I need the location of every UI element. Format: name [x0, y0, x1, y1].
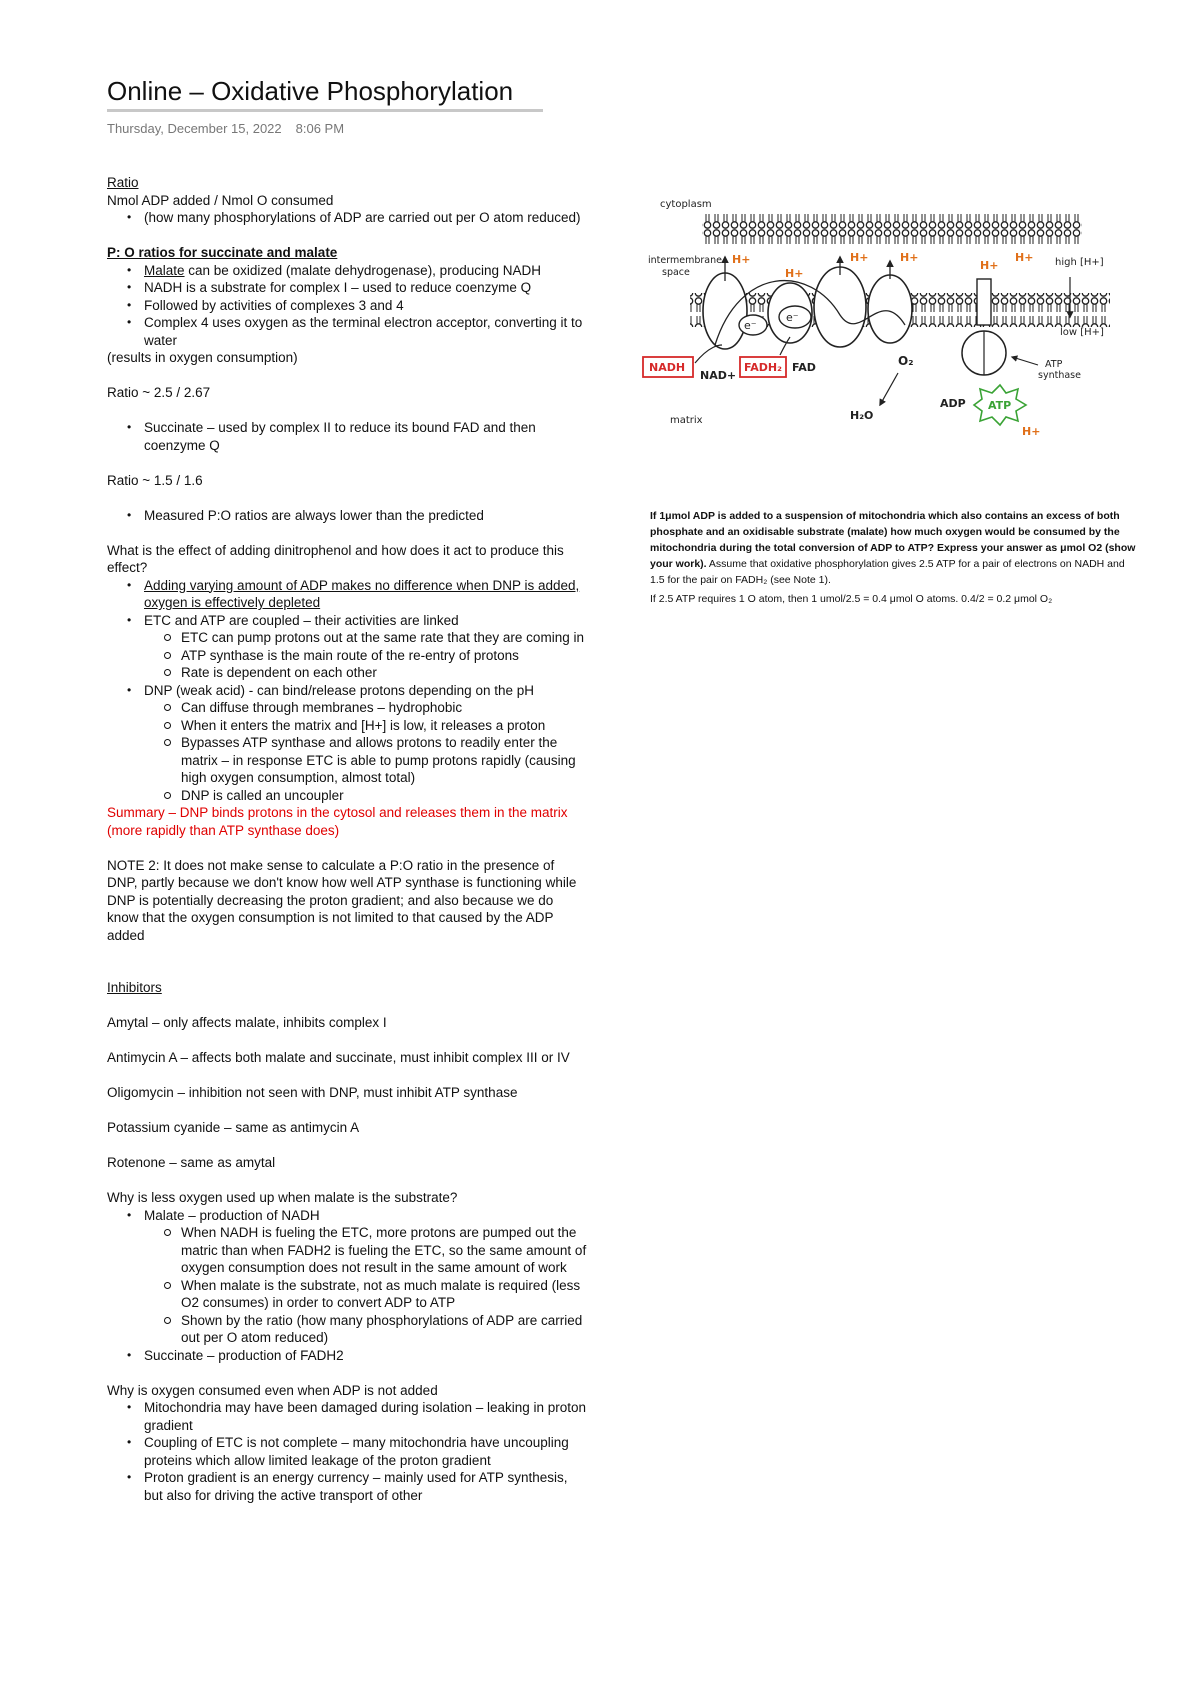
inhibitor-oligomycin: Oligomycin – inhibition not seen with DNP, must inhibit ATP synthase — [107, 1085, 518, 1100]
outer-membrane — [702, 210, 1082, 244]
high-h-label: high [H+] — [1055, 257, 1104, 268]
page-title: Online – Oxidative Phosphorylation — [107, 76, 543, 112]
h-plus-label-2: H+ — [785, 267, 804, 280]
ratio-definition: Nmol ADP added / Nmol O consumed — [107, 192, 334, 208]
list-item: • (how many phosphorylations of ADP are carried out per O atom reduced) — [107, 209, 587, 227]
malate-list — [107, 1207, 587, 1365]
inhibitor-rotenone: Rotenone – same as amytal — [107, 1155, 276, 1170]
dnp-question: What is the effect of adding dinitrophenol and how does it act to produce this effect? — [107, 542, 564, 575]
atp-label: ATP — [988, 399, 1012, 412]
sub-list — [144, 699, 587, 804]
sub-list — [144, 629, 587, 682]
list-item — [107, 682, 587, 805]
atp-synthase-label-1: ATP — [1045, 359, 1063, 370]
list-item: • Succinate – used by complex II to reduce its bound FAD and then coenzyme Q — [107, 419, 587, 454]
succinate-list — [107, 419, 587, 454]
ratio-succinate: Ratio ~ 1.5 / 1.6 — [107, 472, 203, 488]
list-item — [107, 262, 587, 280]
water-label: H₂O — [850, 409, 874, 422]
electron-label-2: e⁻ — [786, 311, 799, 324]
sub-list-item: Bypasses ATP synthase and allows protons to readily enter the matrix – in response ETC is able to pump protons rapidly (causing high oxygen consumption, almost total) — [144, 734, 587, 787]
time-text: 8:06 PM — [295, 121, 345, 136]
adp-label: ADP — [940, 397, 966, 410]
question-answer: If 2.5 ATP requires 1 O atom, then 1 umol/2.5 = 0.4 μmol O atoms. 0.4/2 = 0.2 μmol O₂ — [650, 593, 1053, 605]
list-item: • Measured P:O ratios are always lower than the predicted — [107, 507, 587, 525]
sub-list-item: ATP synthase is the main route of the re-entry of protons — [144, 647, 587, 665]
po-result: (results in oxygen consumption) — [107, 350, 298, 365]
list-item: • Succinate – production of FADH2 — [107, 1347, 587, 1365]
etc-diagram — [640, 195, 1140, 480]
inhibitor-amytal: Amytal – only affects malate, inhibits complex I — [107, 1015, 387, 1030]
no-adp-question: Why is oxygen consumed even when ADP is not added — [107, 1382, 438, 1398]
question-bold: If 1μmol ADP is added to a suspension of mitochondria which also contains an excess of both phosphate and an oxidisable substrate (malate) how much oxygen would be consumed by the mitochondria during the total conversion of ADP to ATP? Express your answer as μmol O2 (show your work). — [650, 510, 1136, 570]
sub-list-item: ETC can pump protons out at the same rate that they are coming in — [144, 629, 587, 647]
list-item-text: ETC and ATP are coupled – their activities are linked — [144, 612, 459, 628]
list-item-text: DNP (weak acid) - can bind/release protons depending on the pH — [144, 682, 534, 698]
h-plus-label-3: H+ — [850, 251, 869, 264]
nad-plus-label: NAD+ — [700, 369, 737, 382]
electron-label-1: e⁻ — [744, 319, 757, 332]
list-item: • NADH is a substrate for complex I – used to reduce coenzyme Q — [107, 279, 587, 297]
dnp-list — [107, 577, 587, 805]
matrix-label: matrix — [670, 415, 703, 426]
list-item: • Mitochondria may have been damaged during isolation – leaking in proton gradient — [107, 1399, 587, 1434]
question-text — [650, 508, 1140, 588]
inhibitors-heading: Inhibitors — [107, 980, 162, 995]
h-plus-label-7: H+ — [1022, 425, 1041, 438]
complex-iv — [868, 275, 912, 343]
po-list — [107, 262, 587, 350]
list-item: • Proton gradient is an energy currency – mainly used for ATP synthesis, but also for driving the active transport of other — [107, 1469, 587, 1504]
malate-question: Why is less oxygen used up when malate is the substrate? — [107, 1190, 458, 1205]
complex-iii — [814, 267, 866, 347]
list-item — [107, 1207, 587, 1347]
intermembrane-label-1: intermembrane — [648, 255, 722, 266]
h-plus-label-5: H+ — [980, 259, 999, 272]
complex-i — [703, 273, 747, 349]
list-item: • Coupling of ETC is not complete – many mitochondria have uncoupling proteins which allow limited leakage of the proton gradient — [107, 1434, 587, 1469]
no-adp-list — [107, 1399, 587, 1504]
sub-list-item: When NADH is fueling the ETC, more protons are pumped out the matric than when FADH2 is fueling the ETC, so the same amount of oxygen consumption does not result in the same amount of work — [144, 1224, 587, 1277]
sub-list-item: Rate is dependent on each other — [144, 664, 587, 682]
atp-synthase-stalk — [977, 279, 991, 325]
nadh-label: NADH — [649, 361, 686, 374]
low-h-label: low [H+] — [1060, 327, 1104, 338]
fadh2-label: FADH₂ — [744, 361, 782, 374]
sub-list-item: DNP is called an uncoupler — [144, 787, 587, 805]
ratio-malate: Ratio ~ 2.5 / 2.67 — [107, 385, 211, 400]
date-text: Thursday, December 15, 2022 — [107, 121, 282, 136]
inhibitor-cyanide: Potassium cyanide – same as antimycin A — [107, 1120, 360, 1135]
oxygen-label: O₂ — [898, 354, 914, 368]
sub-list-item: Can diffuse through membranes – hydrophobic — [144, 699, 587, 717]
fad-label: FAD — [792, 361, 816, 374]
measured-list — [107, 507, 587, 525]
malate-rest: can be oxidized (malate dehydrogenase), producing NADH — [184, 262, 541, 278]
malate-word: Malate — [144, 262, 185, 278]
question-normal: Assume that oxidative phosphorylation gives 2.5 ATP for a pair of electrons on NADH and 1.5 for the pair on FADH₂ (see Note 1). — [650, 558, 1125, 586]
list-item: • Followed by activities of complexes 3 and 4 — [107, 297, 587, 315]
list-item: • Complex 4 uses oxygen as the terminal electron acceptor, converting it to water — [107, 314, 587, 349]
atp-synthase-label-2: synthase — [1038, 370, 1081, 381]
cytoplasm-label: cytoplasm — [660, 199, 712, 210]
po-heading-text: P: O ratios for succinate and malate — [107, 245, 338, 260]
summary-text: Summary – DNP binds protons in the cytosol and releases them in the matrix (more rapidly than ATP synthase does) — [107, 805, 568, 838]
atp-synthase-pointer — [1012, 357, 1038, 365]
h-plus-label-6: H+ — [1015, 251, 1034, 264]
sub-list-item: When malate is the substrate, not as much malate is required (less O2 consumes) in order to convert ADP to ATP — [144, 1277, 587, 1312]
note-2: NOTE 2: It does not make sense to calculate a P:O ratio in the presence of DNP, partly because we don't know how well ATP synthase is functioning while DNP is potentially decreasing the proton gradient; and also because we do know that the oxygen consumption is not limited to that caused by the ADP added — [107, 857, 577, 943]
list-item: • Adding varying amount of ADP makes no difference when DNP is added, oxygen is effectively depleted — [107, 577, 587, 612]
page-date — [107, 121, 344, 136]
list-item — [107, 612, 587, 682]
po-heading — [107, 244, 587, 262]
practice-question — [650, 508, 1140, 610]
sub-list-item: Shown by the ratio (how many phosphorylations of ADP are carried out per O atom reduced) — [144, 1312, 587, 1347]
sub-list — [144, 1224, 587, 1347]
notes-column — [107, 174, 587, 1504]
ratio-list — [107, 209, 587, 227]
inhibitor-antimycin: Antimycin A – affects both malate and succinate, must inhibit complex III or IV — [107, 1050, 570, 1065]
h-plus-label-4: H+ — [900, 251, 919, 264]
ratio-heading: Ratio — [107, 175, 139, 190]
intermembrane-label-2: space — [662, 267, 690, 278]
list-item-text: Malate – production of NADH — [144, 1207, 320, 1223]
sub-list-item: When it enters the matrix and [H+] is low, it releases a proton — [144, 717, 587, 735]
water-arrow — [880, 373, 898, 405]
h-plus-label-1: H+ — [732, 253, 751, 266]
